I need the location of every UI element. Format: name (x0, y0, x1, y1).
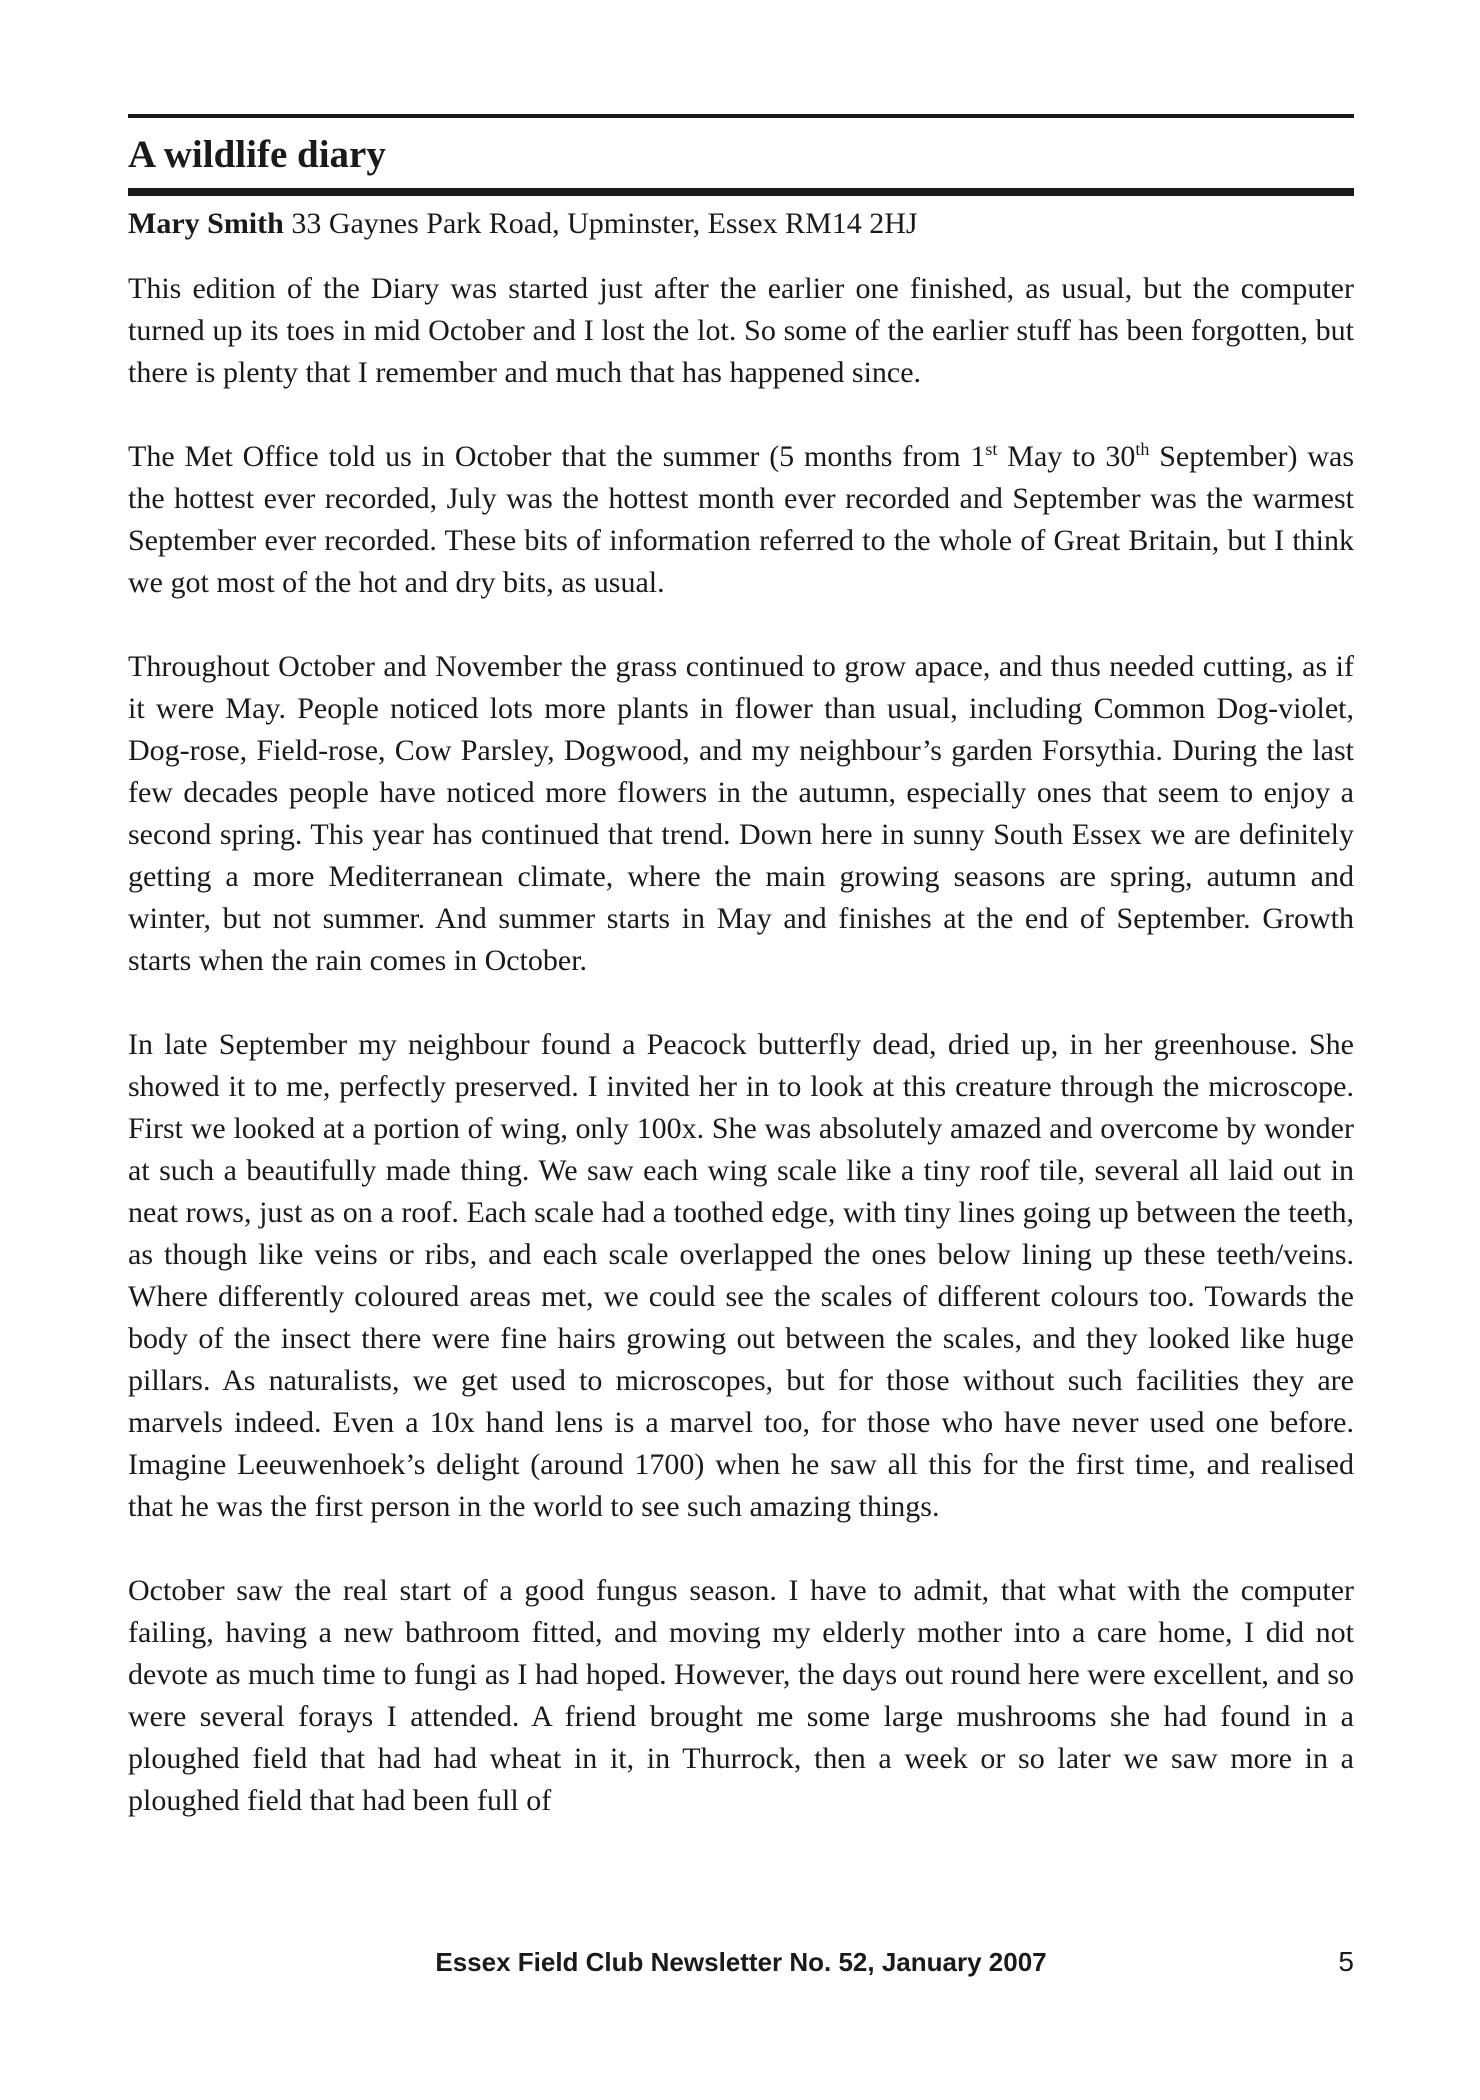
ordinal-suffix-th: th (1135, 439, 1150, 459)
paragraph-1: This edition of the Diary was started just after the earlier one finished, as usual, but the computer turned up its toes in mid October and I lost the lot. So some of the earlier stuff has been forgotten, but there is plenty that I remember and much that has happened since. (128, 272, 1354, 389)
page-number: 5 (1338, 1946, 1354, 1977)
paragraph-2 (128, 436, 1354, 604)
top-rule (128, 114, 1354, 118)
author-address: 33 Gaynes Park Road, Upminster, Essex RM14 2HJ (283, 207, 918, 240)
paragraph-2-text-c: September) was the hottest ever recorded, July was the hottest month ever recorded and September was the warmest September ever recorded. These bits of information referred to the whole of Great Britain, but I think we got most of the hot and dry bits, as usual. (128, 440, 1355, 599)
newsletter-title: Essex Field Club Newsletter No. 52, January 2007 (435, 1947, 1047, 1977)
paragraph-5: October saw the real start of a good fungus season. I have to admit, that what with the computer failing, having a new bathroom fitted, and moving my elderly mother into a care home, I did not devote as much time to fungi as I had hoped. However, the days out round here were excellent, and so were several forays I attended. A friend brought me some large mushrooms she had found in a ploughed field that had had wheat in it, in Thurrock, then a week or so later we saw more in a ploughed field that had been full of (128, 1574, 1354, 1817)
page-footer (128, 1942, 1354, 1982)
paragraph-2-text-a: The Met Office told us in October that the summer (5 months from 1 (128, 440, 986, 473)
byline (128, 206, 1354, 242)
paragraph-4: In late September my neighbour found a Peacock butterfly dead, dried up, in her greenhouse. She showed it to me, perfectly preserved. I invited her in to look at this creature through the microscope. First we looked at a portion of wing, only 100x. She was absolutely amazed and overcome by wonder at such a beautifully made thing. We saw each wing scale like a tiny roof tile, several all laid out in neat rows, just as on a roof. Each scale had a toothed edge, with tiny lines going up between the teeth, as though like veins or ribs, and each scale overlapped the ones below lining up these teeth/veins. Where differently coloured areas met, we could see the scales of different colours too. Towards the body of the insect there were fine hairs growing out between the scales, and they looked like huge pillars. As naturalists, we get used to microscopes, but for those without such facilities they are marvels indeed. Even a 10x hand lens is a marvel too, for those who have never used one before. Imagine Leeuwenhoek’s delight (around 1700) when he saw all this for the first time, and realised that he was the first person in the world to see such amazing things. (128, 1028, 1354, 1523)
article (128, 114, 1354, 1822)
paragraph-3: Throughout October and November the grass continued to grow apace, and thus needed cutting, as if it were May. People noticed lots more plants in flower than usual, including Common Dog-violet, Dog-rose, Field-rose, Cow Parsley, Dogwood, and my neighbour’s garden Forsythia. During the last few decades people have noticed more flowers in the autumn, especially ones that seem to enjoy a second spring. This year has continued that trend. Down here in sunny South Essex we are definitely getting a more Mediterranean climate, where the main growing seasons are spring, autumn and winter, but not summer. And summer starts in May and finishes at the end of September. Growth starts when the rain comes in October. (128, 650, 1354, 977)
article-title: A wildlife diary (128, 133, 386, 176)
paragraph-2-text-b: May to 30 (997, 440, 1136, 473)
article-body (128, 268, 1354, 1822)
author-name: Mary Smith (128, 207, 284, 240)
title-rule (128, 188, 1354, 196)
ordinal-suffix-st: st (985, 439, 998, 459)
